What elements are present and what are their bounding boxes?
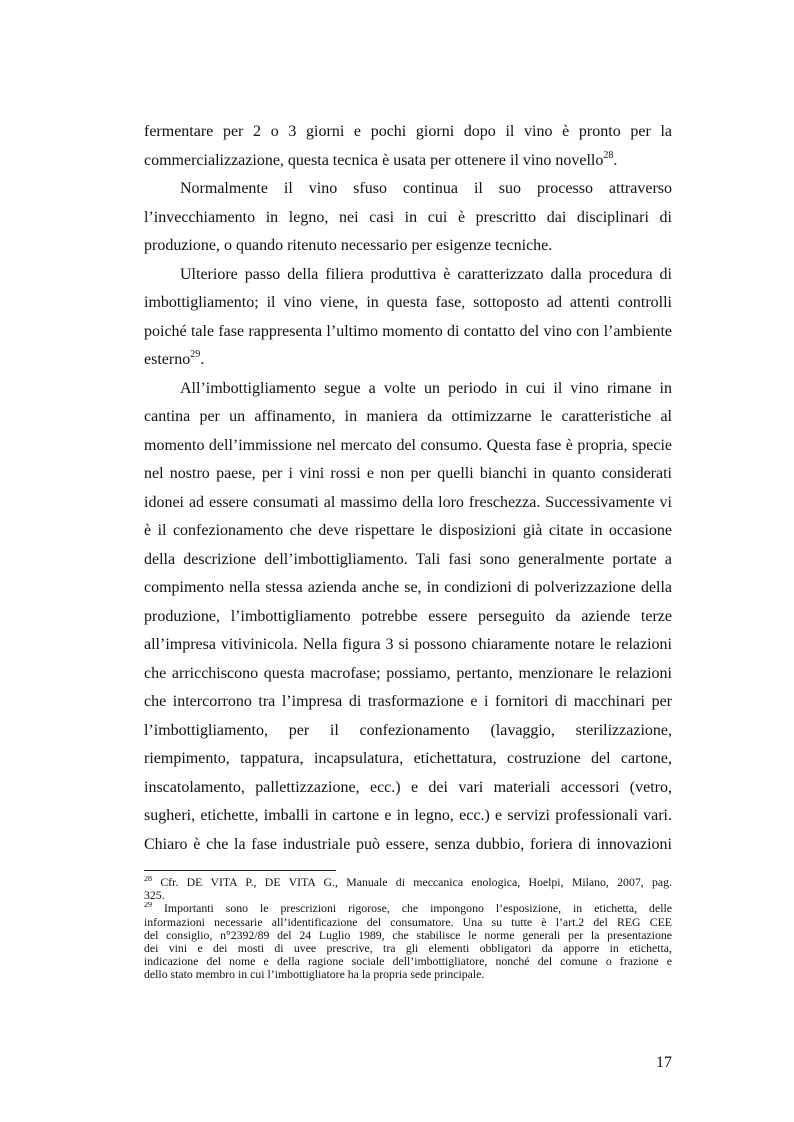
footnote-28-line: 325. bbox=[144, 889, 165, 903]
footnote-ref-29: 29 bbox=[190, 349, 201, 360]
body-line bbox=[144, 147, 672, 176]
body-line: inscatolamento, pallettizzazione, ecc.) e dei vari materiali accessori (vetro, bbox=[144, 778, 672, 796]
body-line: l’invecchiamento in legno, nei casi in cui è prescritto dai disciplinari di bbox=[144, 208, 672, 226]
footnote-29-line: del consiglio, n°2392/89 del 24 Luglio 1989, che stabilisce le norme generali per la presentazione bbox=[144, 928, 672, 942]
body-line-text: commercializzazione, questa tecnica è usata per ottenere il vino novello bbox=[144, 151, 604, 169]
body-line: idonei ad essere consumati al massimo della loro freschezza. Successivamente vi bbox=[144, 493, 672, 511]
footnote-29-line: informazioni necessarie all’identificazione del consumatore. Una su tutte è l’art.2 del REG CEE bbox=[144, 915, 672, 929]
body-line: produzione, l’imbottigliamento potrebbe essere perseguito da aziende terze bbox=[144, 607, 672, 625]
body-line: l’imbottigliamento, per il confezionamento (lavaggio, sterilizzazione, bbox=[144, 721, 672, 739]
footnote-ref-28: 28 bbox=[603, 149, 614, 161]
footnotes bbox=[144, 876, 672, 982]
body-line bbox=[144, 346, 672, 375]
body-line: che intercorrono tra l’impresa di trasformazione e i fornitori di macchinari per bbox=[144, 693, 672, 710]
body-line: è il confezionamento che deve rispettare le disposizioni già citate in occasione bbox=[144, 522, 672, 539]
page-number: 17 bbox=[656, 1054, 672, 1071]
body-line-end: . bbox=[613, 151, 618, 169]
body-line: poiché tale fase rappresenta l’ultimo momento di contatto del vino con l’ambiente bbox=[144, 322, 672, 340]
footnote-number: 29 bbox=[144, 902, 152, 910]
body-line-text: esterno bbox=[144, 351, 191, 368]
footnote-29-line: dello stato membro in cui l’imbottigliatore ha la propria sede principale. bbox=[144, 968, 485, 982]
body-line: all’impresa vitivinicola. Nella figura 3 si possono chiaramente notare le relazioni bbox=[144, 636, 672, 653]
footnote-separator bbox=[144, 870, 336, 871]
body-line: Chiaro è che la fase industriale può essere, senza dubbio, foriera di innovazioni bbox=[144, 835, 672, 853]
body-text bbox=[144, 118, 672, 859]
body-line: Ulteriore passo della filiera produttiva è caratterizzato dalla procedura di bbox=[180, 265, 672, 283]
body-line: sugheri, etichette, imballi in cartone e in legno, ecc.) e servizi professionali vari. bbox=[144, 807, 672, 824]
footnote-29-line: indicazione del nome e della ragione sociale dell’imbottigliatore, nonché del comune o frazione e bbox=[144, 955, 672, 969]
body-line: momento dell’immissione nel mercato del consumo. Questa fase è propria, specie bbox=[144, 436, 672, 454]
body-line: riempimento, tappatura, incapsulatura, etichettatura, costruzione del cartone, bbox=[144, 750, 672, 767]
body-line: fermentare per 2 o 3 giorni e pochi giorni dopo il vino è pronto per la bbox=[144, 123, 672, 140]
body-line: nel nostro paese, per i vini rossi e non per quelli bianchi in quanto considerati bbox=[144, 465, 672, 482]
body-line: che arricchiscono questa macrofase; possiamo, pertanto, menzionare le relazioni bbox=[144, 664, 672, 682]
footnote-28-line bbox=[144, 876, 672, 889]
body-line: produzione, o quando ritenuto necessario per esigenze tecniche. bbox=[144, 237, 553, 254]
body-line: cantina per un affinamento, in maniera da ottimizzarne le caratteristiche al bbox=[144, 408, 672, 425]
body-line: Normalmente il vino sfuso continua il suo processo attraverso bbox=[180, 180, 672, 197]
body-line: imbottigliamento; il vino viene, in questa fase, sottoposto ad attenti controlli bbox=[144, 294, 672, 311]
footnote-text: Cfr. DE VITA P., DE VITA G., Manuale di meccanica enologica, Hoelpi, Milano, 2007, pag. bbox=[160, 876, 672, 889]
footnote-text: Importanti sono le prescrizioni rigorose, che impongono l’esposizione, in etichetta, delle bbox=[163, 902, 672, 916]
footnote-29-line: dei vini e dei mosti di uvee prescrive, tra gli elementi obbligatori da apporre in etichetta, bbox=[144, 941, 672, 955]
footnote-29-line bbox=[144, 902, 672, 915]
footnote-number: 28 bbox=[144, 876, 152, 883]
body-line: compimento nella stessa azienda anche se, in condizioni di polverizzazione della bbox=[144, 579, 672, 596]
body-line: della descrizione dell’imbottigliamento. Tali fasi sono generalmente portate a bbox=[144, 550, 672, 568]
body-line: All’imbottigliamento segue a volte un periodo in cui il vino rimane in bbox=[180, 379, 672, 397]
body-line-end: . bbox=[200, 351, 205, 368]
